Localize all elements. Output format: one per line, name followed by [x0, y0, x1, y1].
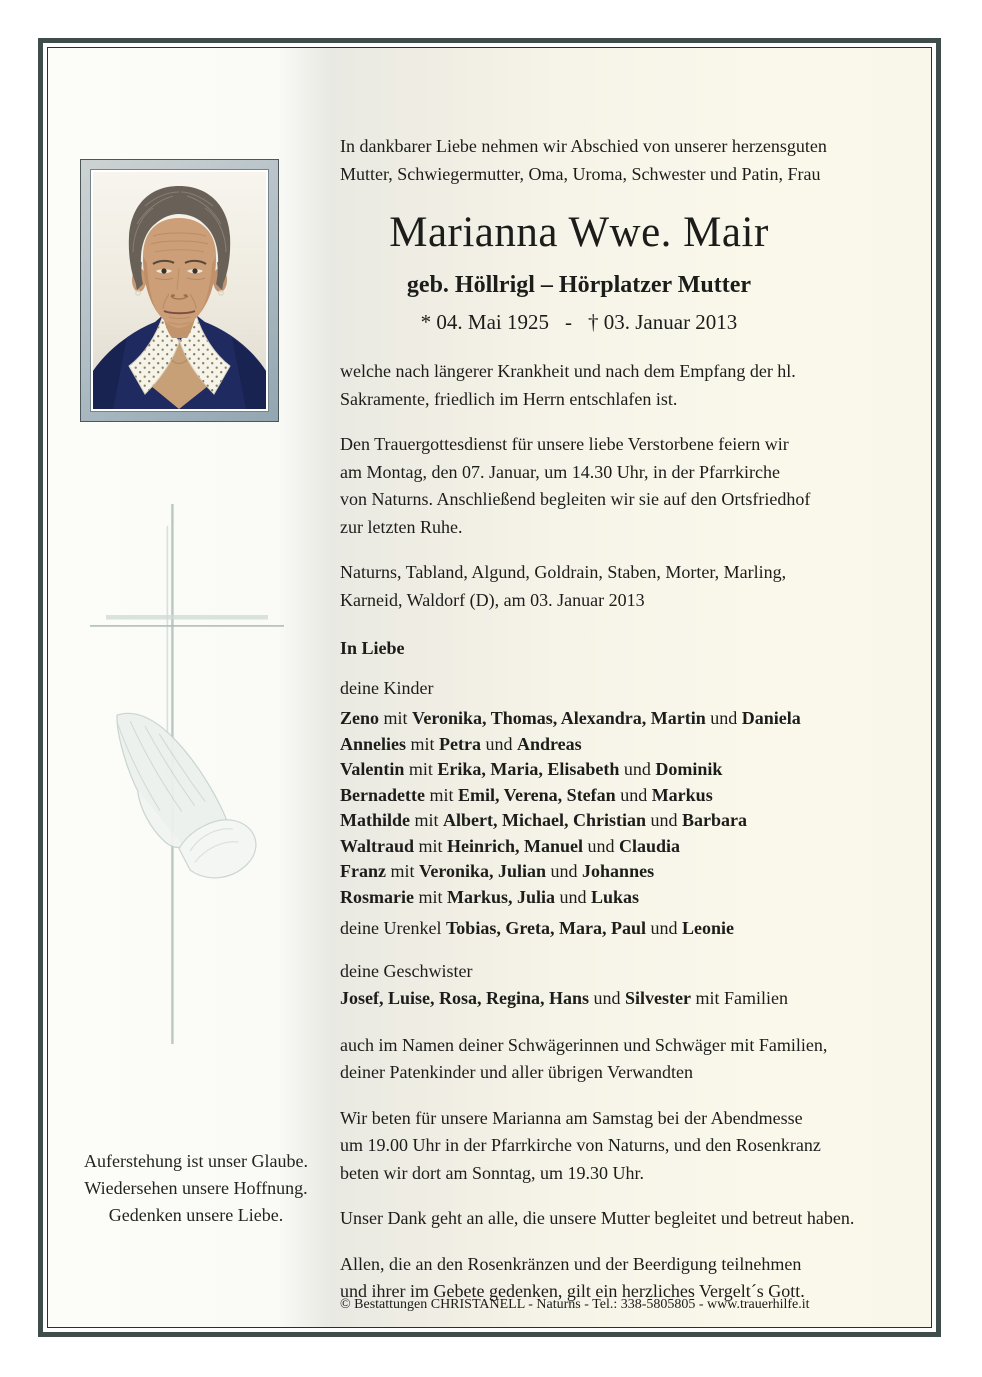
family-line: Rosmarie mit Markus, Julia und Lukas — [340, 886, 640, 907]
family-line: Franz mit Veronika, Julian und Johannes — [340, 861, 655, 881]
obituary-text-column — [340, 133, 855, 1324]
funeral-home-footer: © Bestattungen CHRISTANELL - Naturns - Tel.: 338-5805805 - www.trauerhilfe.it — [340, 1297, 810, 1312]
siblings-label: deine Geschwister — [340, 960, 473, 981]
children-list — [340, 706, 818, 910]
attendees-paragraph: Allen, die an den Rosenkränzen und der Beerdigung teilnehmen und ihrer im Gebete gedenken, gilt ein herzliches Vergelt´s Gott. — [340, 1253, 805, 1301]
birth-date: * 04. Mai 1925 — [420, 310, 549, 334]
family-line: Waltraud mit Heinrich, Manuel und Claudia — [340, 835, 681, 856]
memorial-card-page — [47, 47, 932, 1328]
motto-line: Gedenken unsere Liebe. — [108, 1205, 284, 1225]
cross-and-praying-hands-watermark — [54, 498, 340, 1078]
birth-death-dates — [340, 308, 818, 336]
death-date: † 03. Januar 2013 — [588, 310, 738, 334]
family-line: Valentin mit Erika, Maria, Elisabeth und Dominik — [340, 759, 723, 779]
great-grandchildren-line: deine Urenkel Tobias, Greta, Mara, Paul und Leonie — [340, 918, 734, 938]
family-line: Mathilde mit Albert, Michael, Christian und Barbara — [340, 810, 747, 830]
date-separator: - — [565, 310, 572, 334]
memorial-card-frame — [38, 38, 941, 1337]
motto-line: Auferstehung ist unser Glaube. — [84, 1151, 308, 1171]
maiden-name-subtitle: geb. Höllrigl – Hörplatzer Mutter — [406, 272, 752, 298]
siblings-line: Josef, Luise, Rosa, Regina, Hans und Silvester mit Familien — [340, 988, 789, 1008]
portrait-photo-frame — [80, 159, 279, 422]
family-line: Annelies mit Petra und Andreas — [340, 733, 582, 754]
children-label: deine Kinder — [340, 677, 434, 698]
in-liebe-heading: In Liebe — [340, 638, 405, 658]
praying-hands-icon — [92, 687, 266, 897]
portrait-photo — [90, 169, 269, 412]
extended-family-paragraph: auch im Namen deiner Schwägerinnen und Schwäger mit Familien, deiner Patenkinder und aller übrigen Verwandten — [340, 1034, 828, 1082]
passing-paragraph: welche nach längerer Krankheit und nach dem Empfang der hl. Sakramente, friedlich im Herrn entschlafen ist. — [340, 361, 796, 409]
deceased-name: Marianna Wwe. Mair — [389, 209, 769, 256]
funeral-service-paragraph: Den Trauergottesdienst für unsere liebe Verstorbene feiern wir am Montag, den 07. Januar, um 14.30 Uhr, in der Pfarrkirche von Naturns. Anschließend begleiten wir sie auf den Ortsfriedhof zur letzten Ruhe. — [340, 434, 811, 537]
family-line: Bernadette mit Emil, Verena, Stefan und Markus — [340, 784, 713, 805]
family-line: Zeno mit Veronika, Thomas, Alexandra, Martin und Daniela — [340, 708, 801, 728]
memorial-motto — [48, 1148, 344, 1229]
intro-paragraph: In dankbarer Liebe nehmen wir Abschied von unserer herzensguten Mutter, Schwiegermutter, Oma, Uroma, Schwester und Patin, Frau — [340, 136, 827, 184]
evening-mass-paragraph: Wir beten für unsere Marianna am Samstag bei der Abendmesse um 19.00 Uhr in der Pfarrkirche von Naturns, und den Rosenkranz beten wir dort am Sonntag, um 19.30 Uhr. — [340, 1107, 821, 1183]
portrait-of-deceased-image — [93, 172, 266, 409]
thanks-paragraph: Unser Dank geht an alle, die unsere Mutter begleitet und betreut haben. — [340, 1208, 855, 1228]
places-date-line: Naturns, Tabland, Algund, Goldrain, Staben, Morter, Marling, Karneid, Waldorf (D), am 03. Januar 2013 — [340, 562, 787, 610]
motto-line: Wiedersehen unsere Hoffnung. — [84, 1178, 308, 1198]
